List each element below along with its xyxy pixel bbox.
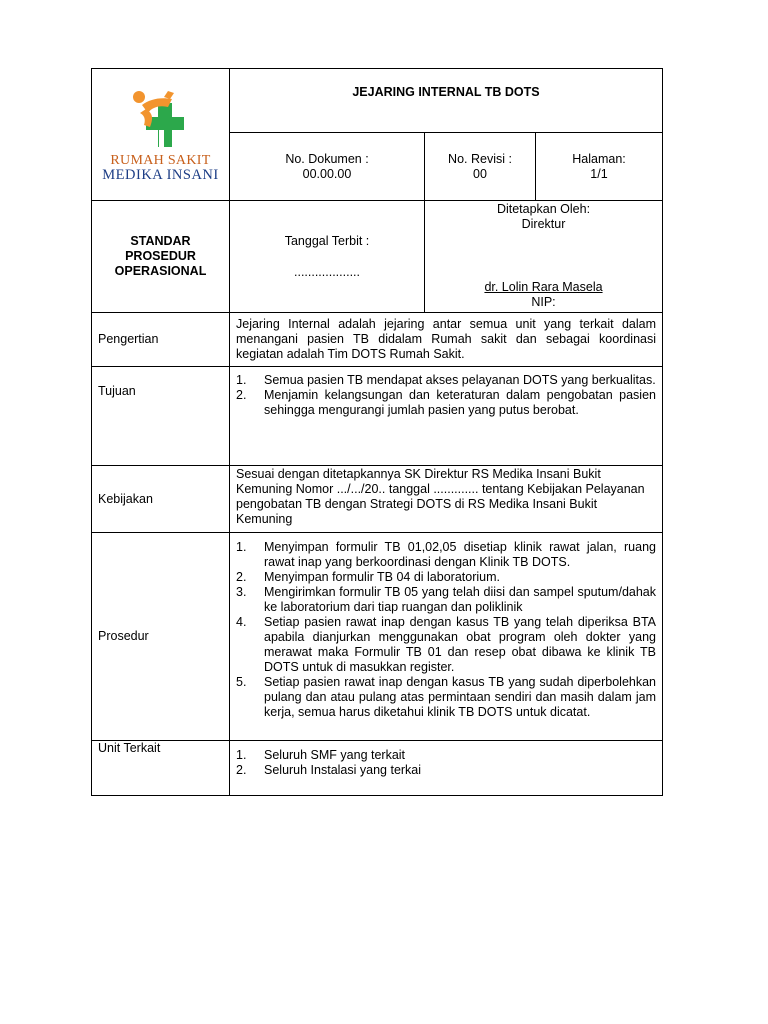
- ditetapkan-cell: [425, 201, 663, 313]
- tanggal-terbit-value: ...................: [294, 264, 360, 279]
- tanggal-terbit-label: Tanggal Terbit :: [284, 233, 370, 248]
- signer-name: dr. Lolin Rara Masela: [484, 280, 603, 294]
- tujuan-list: [230, 373, 662, 418]
- medika-insani-emblem-icon: [106, 87, 216, 149]
- halaman-value: 1/1: [590, 166, 608, 181]
- list-item: 2. Menjamin kelangsungan dan keteraturan dalam pengobatan pasien sehingga mengurangi jumlah pasien yang putus berobat.: [236, 388, 656, 417]
- no-dokumen-value: 00.00.00: [302, 166, 352, 181]
- no-revisi-cell: [425, 133, 536, 201]
- no-dokumen-label: No. Dokumen :: [285, 151, 369, 166]
- ditetapkan-label: Ditetapkan Oleh:: [496, 202, 591, 216]
- list-item: 4. Setiap pasien rawat inap dengan kasus TB yang telah diperiksa BTA apabila dianjurkan menggunakan obat program oleh dokter yang merawat maka Formulir TB 01 dan resep obat dibawa ke klinik TB DOTS untuk di masukkan register.: [236, 615, 656, 674]
- list-item: 2. Menyimpan formulir TB 04 di laboratorium.: [236, 570, 500, 584]
- spo-line1: STANDAR: [130, 234, 191, 248]
- list-item: 5. Setiap pasien rawat inap dengan kasus TB yang sudah diperbolehkan pulang dan atau pulang atas permintaan sendiri dan masih dalam jam kerja, semua harus diketahui klinik TB DOTS untuk dicatat.: [236, 675, 656, 719]
- kebijakan-text: Sesuai dengan ditetapkannya SK Direktur RS Medika Insani Bukit Kemuning Nomor .../.../20.. tanggal ............. tentang Kebijakan Pelayanan pengobatan TB dengan Strategi DOTS di RS Medika Insani Bukit Kemuning: [230, 466, 663, 533]
- list-item: 1. Seluruh SMF yang terkait: [236, 748, 406, 762]
- sop-document: [91, 68, 662, 796]
- no-revisi-value: 00: [473, 166, 487, 181]
- nip-label: NIP:: [531, 295, 556, 309]
- prosedur-cell: [230, 533, 663, 741]
- tujuan-label: Tujuan: [92, 367, 230, 466]
- unit-terkait-label: Unit Terkait: [92, 741, 230, 796]
- pengertian-label: Pengertian: [92, 313, 230, 367]
- list-item: 3. Mengirimkan formulir TB 05 yang telah diisi dan sampel sputum/dahak ke laboratorium dari tiap ruangan dan poliklinik: [236, 585, 656, 614]
- unit-terkait-cell: [230, 741, 663, 796]
- list-item: 1. Semua pasien TB mendapat akses pelayanan DOTS yang berkualitas.: [236, 373, 656, 387]
- prosedur-list: [230, 540, 662, 720]
- no-revisi-label: No. Revisi :: [448, 151, 512, 166]
- halaman-label: Halaman:: [572, 151, 626, 166]
- list-item: 2. Seluruh Instalasi yang terkai: [236, 763, 422, 777]
- kebijakan-label: Kebijakan: [92, 466, 230, 533]
- tanggal-terbit-cell: [230, 201, 425, 313]
- spo-line3: OPERASIONAL: [114, 264, 207, 278]
- pengertian-text: Jejaring Internal adalah jejaring antar semua unit yang terkait dalam menangani pasien TB didalam Rumah sakit dan sebagai koordinasi kegiatan adalah Tim DOTS Rumah Sakit.: [230, 313, 663, 367]
- list-item: 1. Menyimpan formulir TB 01,02,05 disetiap klinik rawat jalan, ruang rawat inap yang berkoordinasi dengan Klinik TB DOTS.: [236, 540, 656, 569]
- spo-heading-cell: [92, 201, 230, 313]
- document-title: JEJARING INTERNAL TB DOTS: [230, 69, 663, 133]
- unit-terkait-list: [230, 748, 662, 778]
- sop-table: [91, 68, 663, 796]
- hospital-logo: [102, 87, 218, 183]
- logo-text-line1: RUMAH SAKIT: [110, 152, 211, 168]
- spo-line2: PROSEDUR: [125, 249, 196, 263]
- logo-cell: [92, 69, 230, 201]
- prosedur-label: Prosedur: [92, 533, 230, 741]
- tujuan-cell: [230, 367, 663, 466]
- no-dokumen-cell: [230, 133, 425, 201]
- logo-text-line2: MEDIKA INSANI: [102, 166, 219, 183]
- ditetapkan-role: Direktur: [521, 217, 566, 231]
- halaman-cell: [536, 133, 663, 201]
